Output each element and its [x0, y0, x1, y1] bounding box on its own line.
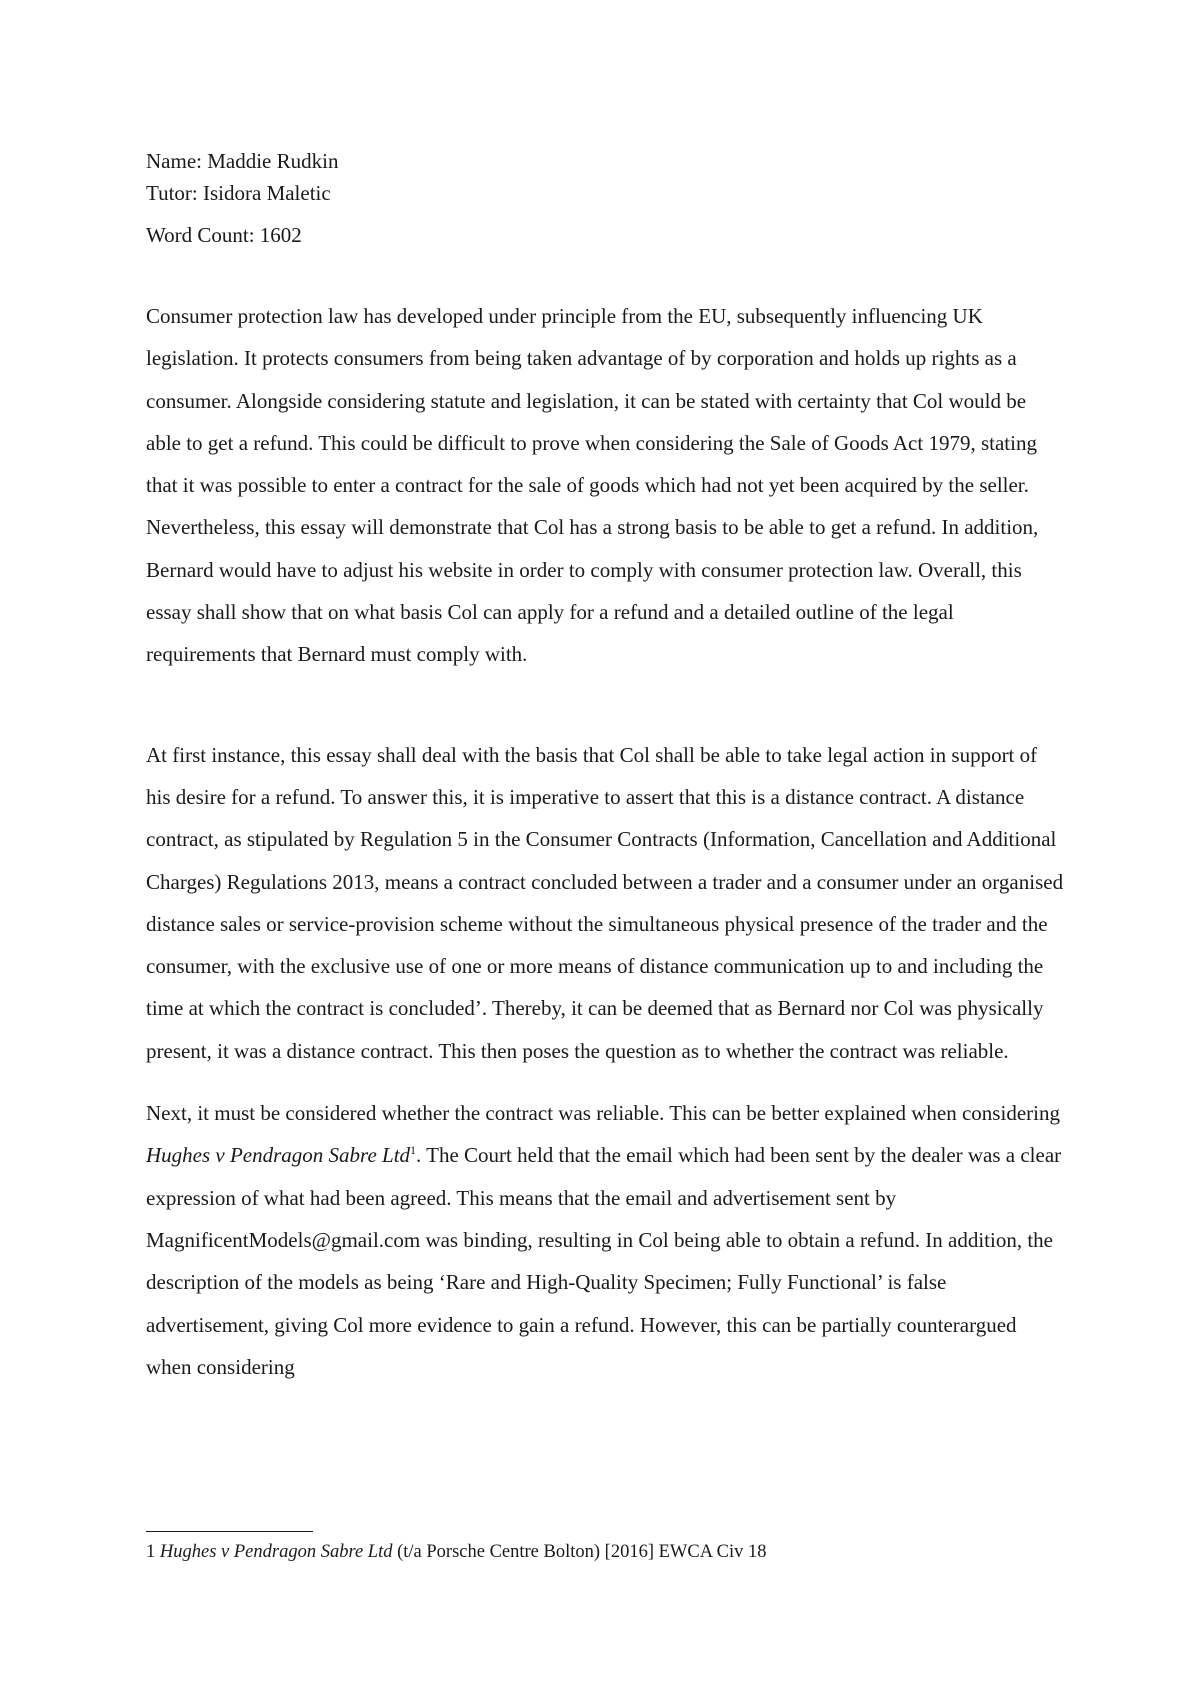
tutor-name: Tutor: Isidora Maletic [146, 181, 331, 205]
footnote-citation: (t/a Porsche Centre Bolton) [2016] EWCA Civ 18 [392, 1542, 767, 1562]
case-name: Hughes v Pendragon Sabre Ltd [146, 1143, 411, 1168]
introduction-paragraph: Consumer protection law has developed under principle from the EU, subsequently influencing UK legislation. It protects consumers from being taken advantage of by corporation and holds up rights as a consumer. Alongside considering statute and legislation, it can be stated with certainty that Col would be able to get a refund. This could be difficult to prove when considering the Sale of Goods Act 1979, stating that it was possible to enter a contract for the sale of goods which had not yet been acquired by the seller. Nevertheless, this essay will demonstrate that Col has a strong basis to be able to get a refund. In addition, Bernard would have to adjust his website in order to comply with consumer protection law. Overall, this essay shall show that on what basis Col can apply for a refund and a detailed outline of the legal requirements that Bernard must comply with. [146, 304, 1039, 667]
reliability-text-before: Next, it must be considered whether the contract was reliable. This can be better explained when considering [146, 1101, 1060, 1126]
footnote-marker: 1 [410, 1143, 417, 1158]
word-count: Word Count: 1602 [146, 223, 302, 247]
reliability-text-after: . The Court held that the email which had been sent by the dealer was a clear expression of what had been agreed. This means that the email and advertisement sent by MagnificentModels@gmail.com was binding, resulting in Col being able to obtain a refund. In addition, the description of the models as being ‘Rare and High-Quality Specimen; Fully Functional’ is false advertisement, giving Col more evidence to gain a refund. However, this can be partially counterargued when considering [146, 1143, 1062, 1379]
footnote [146, 1540, 1066, 1564]
student-name: Name: Maddie Rudkin [146, 149, 339, 173]
footnote-separator [146, 1531, 313, 1532]
footnote-number: 1 [146, 1542, 156, 1562]
footnote-case-name: Hughes v Pendragon Sabre Ltd [159, 1542, 393, 1562]
reliability-paragraph [146, 1092, 1066, 1388]
document-body [146, 145, 1066, 1388]
distance-contract-paragraph: At first instance, this essay shall deal with the basis that Col shall be able to take legal action in support of his desire for a refund. To answer this, it is imperative to assert that this is a distance contract. A distance contract, as stipulated by Regulation 5 in the Consumer Contracts (Information, Cancellation and Additional Charges) Regulations 2013, means a contract concluded between a trader and a consumer under an organised distance sales or service-provision scheme without the simultaneous physical presence of the trader and the consumer, with the exclusive use of one or more means of distance communication up to and including the time at which the contract is concluded’. Thereby, it can be deemed that as Bernard nor Col was physically present, it was a distance contract. This then poses the question as to whether the contract was reliable. [146, 742, 1064, 1063]
